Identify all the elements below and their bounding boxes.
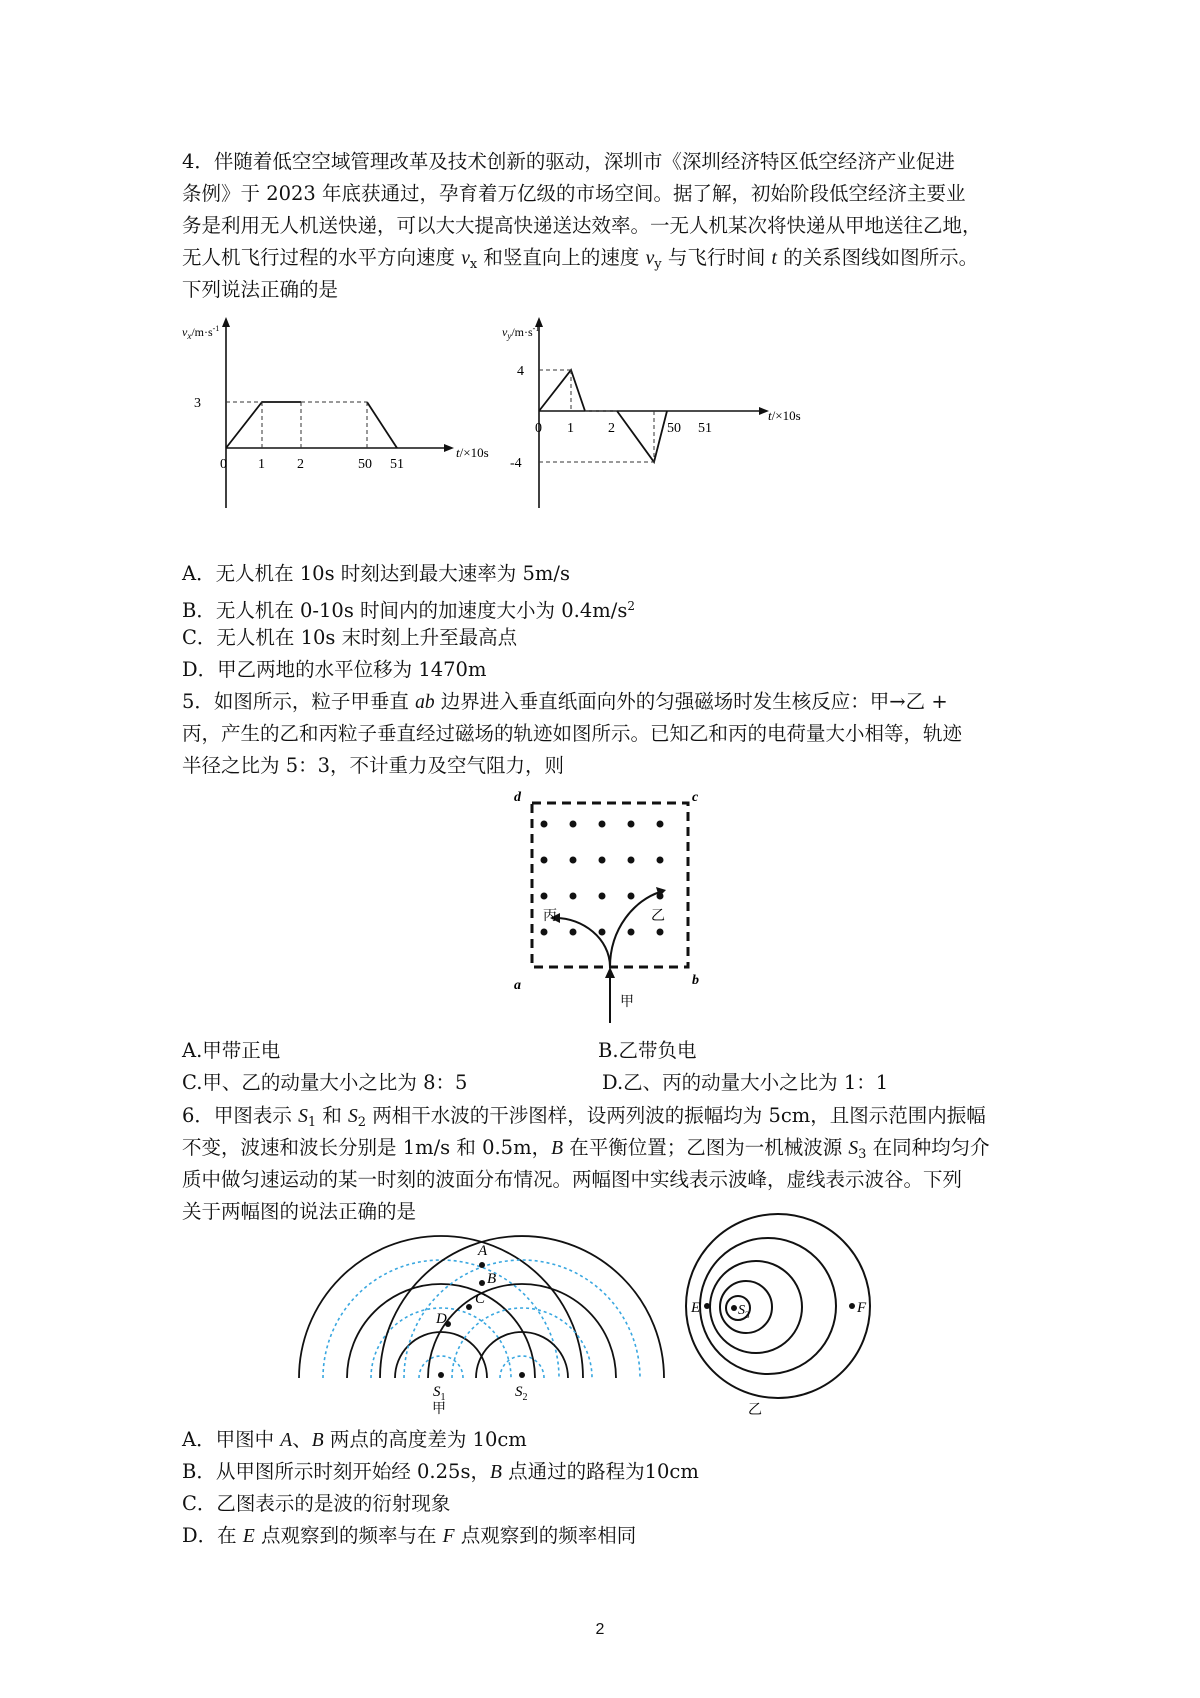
label-bing: 丙 <box>543 909 557 924</box>
q6-option-a-point-a: A <box>280 1430 293 1451</box>
q6-line-2-part-2: 在平衡位置；乙图为一机械波源 <box>563 1136 849 1159</box>
q4-line-4 <box>182 246 1032 277</box>
source-s2-dot <box>519 1372 525 1378</box>
q4-line-5: 下列说法正确的是 <box>182 278 339 301</box>
vx-curve-fall <box>367 402 397 448</box>
bing-trajectory <box>556 918 610 967</box>
field-dot <box>599 929 606 936</box>
corner-a: a <box>514 978 521 993</box>
field-dot <box>657 821 664 828</box>
t-symbol: t <box>771 248 777 269</box>
q5-line-1-part-1: 5．如图所示，粒子甲垂直 <box>182 690 416 713</box>
q6-option-d-part-2: 点观察到的频率与在 <box>254 1524 443 1547</box>
field-dot <box>541 893 548 900</box>
vx-y-axis-arrow <box>222 317 230 327</box>
q4-line-4-part-3: 与飞行时间 <box>661 246 772 269</box>
field-dot <box>599 857 606 864</box>
q6-line-3: 质中做匀速运动的某一时刻的波面分布情况。两幅图中实线表示波峰，虚线表示波谷。下列 <box>182 1168 963 1191</box>
source-s3-label: $S_3$ <box>738 1303 750 1320</box>
point-e-dot <box>704 1303 710 1309</box>
vx-x-tick-51: 51 <box>390 457 404 472</box>
corner-c: c <box>692 790 699 805</box>
q5-line-3: 半径之比为 5：3，不计重力及空气阻力，则 <box>182 754 565 777</box>
vx-x-tick-2: 2 <box>297 457 304 472</box>
field-dot <box>541 929 548 936</box>
q4-line-4-part-2: 和竖直向上的速度 <box>477 246 646 269</box>
field-dot <box>657 857 664 864</box>
q5-option-a: A.甲带正电 <box>182 1039 281 1062</box>
vy-t-graph <box>502 312 825 550</box>
field-dot <box>628 929 635 936</box>
q4-line-2: 条例》于 2023 年底获通过，孕育着万亿级的市场空间。据了解，初始阶段低空经济主要业 <box>182 182 966 205</box>
q4-option-d: D．甲乙两地的水平位移为 1470m <box>182 658 487 681</box>
trough-arc <box>452 1308 592 1378</box>
field-dot <box>657 929 664 936</box>
ab-symbol: ab <box>415 692 435 713</box>
q5-option-b: B.乙带负电 <box>598 1039 697 1062</box>
q6-line-1-part-2: 和 <box>316 1104 349 1127</box>
q6-option-d-part-1: D．在 <box>182 1524 243 1547</box>
s2-subscript: 2 <box>357 1115 367 1130</box>
vx-dashed-guides <box>226 402 367 448</box>
q6-option-a-point-b: B <box>311 1430 324 1451</box>
q6-option-a <box>182 1428 1032 1453</box>
crest-arc <box>380 1236 664 1378</box>
vx-curve-rise <box>226 402 301 448</box>
crest-arc <box>395 1332 487 1378</box>
vy-dashed-guides <box>539 370 654 462</box>
q6-option-b-part-1: B．从甲图所示时刻开始经 0.25s， <box>182 1460 490 1483</box>
q6-option-d-part-3: 点观察到的频率相同 <box>454 1524 637 1547</box>
vy-x-tick-51: 51 <box>698 421 712 436</box>
interference-figure <box>330 1228 650 1417</box>
vy-x-tick-50: 50 <box>667 421 681 436</box>
vx-y-tick-3: 3 <box>194 396 201 411</box>
field-dot <box>570 893 577 900</box>
b-symbol: B <box>551 1138 563 1159</box>
q4-option-b <box>182 594 1032 623</box>
vx-x-tick-50: 50 <box>358 457 372 472</box>
doppler-figure <box>650 1228 890 1418</box>
q5-line-2: 丙，产生的乙和丙粒子垂直经过磁场的轨迹如图所示。已知乙和丙的电荷量大小相等，轨迹 <box>182 722 963 745</box>
q6-option-a-part-1: A．甲图中 <box>182 1428 281 1451</box>
q5-option-d: D.乙、丙的动量大小之比为 1：1 <box>602 1071 889 1094</box>
doppler-caption: 乙 <box>748 1403 762 1418</box>
field-dot <box>541 821 548 828</box>
field-dot <box>541 857 548 864</box>
doppler-wavefront <box>710 1261 802 1353</box>
q6-option-d-point-e: E <box>242 1526 255 1547</box>
vx-subscript: x <box>469 257 478 272</box>
point-c-dot <box>466 1304 472 1310</box>
field-dot <box>570 857 577 864</box>
field-dot <box>570 929 577 936</box>
jia-arrow <box>605 967 615 978</box>
point-e-label: E <box>691 1300 701 1316</box>
vy-x-tick-0: 0 <box>535 421 542 436</box>
q6-option-b-part-2: 点通过的路程为10cm <box>501 1460 699 1483</box>
q6-line-2 <box>182 1136 1032 1167</box>
source-s3-dot <box>731 1305 737 1311</box>
q4-line-4-part-4: 的关系图线如图所示。 <box>776 246 979 269</box>
vy-curve-rise <box>539 370 585 411</box>
vx-x-axis-arrow <box>444 444 454 452</box>
q6-option-d-point-f: F <box>442 1526 455 1547</box>
source-s1-dot <box>438 1372 444 1378</box>
field-dot <box>628 857 635 864</box>
label-yi: 乙 <box>651 909 665 924</box>
field-dot <box>599 821 606 828</box>
vy-y-label: $v_y/m\cdot s^{-1}$ <box>502 324 540 341</box>
vy-x-tick-2: 2 <box>608 421 615 436</box>
q5-line-1 <box>182 690 1032 715</box>
vx-symbol: v <box>461 248 470 269</box>
point-a-dot <box>479 1262 485 1268</box>
vy-subscript: y <box>654 257 662 272</box>
q4-line-1: 4．伴随着低空空域管理改革及技术创新的驱动，深圳市《深圳经济特区低空经济产业促进 <box>182 150 955 173</box>
s3-subscript: 3 <box>858 1147 867 1162</box>
q5-option-c: C.甲、乙的动量大小之比为 8：5 <box>182 1071 468 1094</box>
yi-trajectory <box>610 892 660 967</box>
point-d-label: D <box>436 1311 447 1327</box>
q6-line-2-part-3: 在同种均匀介 <box>866 1136 990 1159</box>
q6-line-1-part-3: 两相干水波的干涉图样，设两列波的振幅均为 5cm，且图示范围内振幅 <box>366 1104 986 1127</box>
s1-symbol: S <box>298 1106 308 1127</box>
source-s2-label: $S_2$ <box>515 1384 528 1403</box>
doppler-wavefronts <box>686 1214 870 1398</box>
field-dot <box>628 893 635 900</box>
q5-line-1-part-2: 边界进入垂直纸面向外的匀强磁场时发生核反应：甲→乙 + <box>434 690 948 713</box>
corner-d: d <box>514 790 521 805</box>
point-c-label: C <box>475 1291 486 1307</box>
q4-option-a: A．无人机在 10s 时刻达到最大速率为 5m/s <box>182 562 570 585</box>
q5-options-row-1 <box>182 1039 1032 1063</box>
vx-x-tick-1: 1 <box>258 457 265 472</box>
vx-y-label: $v_x/m\cdot s^{-1}$ <box>182 324 220 341</box>
vy-curve-dip <box>617 411 667 462</box>
q6-option-a-part-3: 两点的高度差为 10cm <box>323 1428 527 1451</box>
point-f-dot <box>849 1303 855 1309</box>
doppler-wavefront <box>720 1281 772 1333</box>
crest-arc <box>299 1236 583 1378</box>
q4-option-b-text: B．无人机在 0-10s 时间内的加速度大小为 0.4m/s <box>182 599 628 622</box>
magnetic-field-figure <box>500 788 720 1028</box>
vx-x-tick-0: 0 <box>220 457 227 472</box>
q6-option-b-point-b: B <box>489 1462 502 1483</box>
point-b-label: B <box>487 1271 497 1287</box>
field-boundary <box>532 803 688 967</box>
q6-line-4: 关于两幅图的说法正确的是 <box>182 1200 417 1223</box>
vy-y-tick-4: 4 <box>517 364 524 379</box>
vy-x-label: t/×10s <box>768 408 801 423</box>
q4-line-3: 务是利用无人机送快递，可以大大提高快递送达效率。一无人机某次将快递从甲地送往乙地， <box>182 214 982 237</box>
q6-line-1 <box>182 1104 1032 1135</box>
vy-y-tick-minus-4: -4 <box>510 456 522 471</box>
q6-line-2-part-1: 不变，波速和波长分别是 1m/s 和 0.5m， <box>182 1136 552 1159</box>
q4-option-c: C．无人机在 10s 末时刻上升至最高点 <box>182 626 518 649</box>
point-b-dot <box>479 1280 485 1286</box>
q4-option-b-superscript: 2 <box>627 599 635 613</box>
q6-option-d <box>182 1524 1032 1549</box>
vy-x-tick-1: 1 <box>567 421 574 436</box>
interference-caption: 甲 <box>432 1402 446 1417</box>
doppler-wavefront <box>686 1214 870 1398</box>
page-number: 2 <box>595 1621 605 1638</box>
field-dot <box>599 893 606 900</box>
vx-x-label: t/×10s <box>456 445 489 460</box>
crest-arc <box>476 1332 568 1378</box>
q6-option-b <box>182 1460 1032 1485</box>
q6-line-1-part-1: 6．甲图表示 <box>182 1104 299 1127</box>
field-dot <box>570 821 577 828</box>
vy-symbol: v <box>645 248 655 269</box>
point-f-label: F <box>857 1300 867 1316</box>
s2-symbol: S <box>348 1106 358 1127</box>
s3-symbol: S <box>848 1138 859 1159</box>
vx-t-graph <box>180 312 510 550</box>
field-dot <box>628 821 635 828</box>
source-s1-label: $S_1$ <box>433 1384 446 1403</box>
q6-option-a-part-2: 、 <box>292 1428 312 1451</box>
q5-options-row-2 <box>182 1071 1032 1095</box>
q4-line-4-part-1: 无人机飞行过程的水平方向速度 <box>182 246 462 269</box>
q6-option-c: C．乙图表示的是波的衍射现象 <box>182 1492 451 1515</box>
corner-b: b <box>692 973 699 988</box>
s1-subscript: 1 <box>307 1115 317 1130</box>
label-jia: 甲 <box>620 995 634 1010</box>
point-a-label: A <box>478 1243 488 1259</box>
